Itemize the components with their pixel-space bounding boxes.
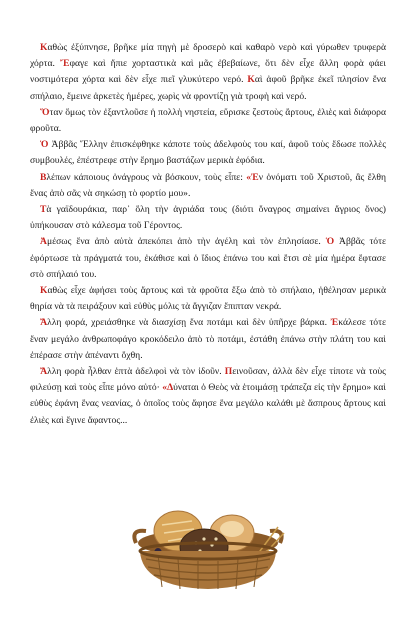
paragraph-text: αὶ ἀφοῦ βρῆκε ἐκεῖ πλησίον ἕνα σπήλαιο, ἔμεινε ἀρκετὲς ἡμέρες, χωρὶς νὰ φροντίζῃ γιὰ τροφὴ καὶ νερό. [30, 74, 386, 102]
paragraph-text: λλη φορὰ ἦλθαν ἑπτὰ ἀδελφοὶ νὰ τὸν ἰδοῦν. [47, 366, 225, 378]
drop-initial: Κ [40, 285, 48, 297]
paragraph-text: ὰ γαϊδουράκια, παρ᾿ ὅλη τὴν ἀγριάδα τους (διότι ὄναγρος σημαίνει ἄγριος ὄνος) ὑπήκουσαν στὸ κάλεσμα τοῦ Γέροντος. [30, 204, 386, 232]
paragraph-4 [30, 170, 386, 202]
paragraph-2 [30, 105, 386, 137]
drop-initial: Τ [40, 204, 47, 216]
paragraph-text: Ἀββᾶς Ἕλλην ἐπισκέφθηκε κάποτε τοὺς ἀδελφοὺς του καί, ἀφοῦ τοὺς ἔδωσε πολλὲς συμβουλές, ἐπέστρεφε στὴν ἔρημο βαστάζων μερικὰ ἐφόδια. [30, 139, 386, 167]
sentence-initial: Ἔ [59, 58, 70, 70]
paragraph-text: φαγε καὶ ἤπιε χορταστικὰ καὶ μᾶς ἐβεβαίωνε, ὅτι δὲν εἶχε ἄλλη φορὰ φάει νοστιμότερα χόρτα καὶ δὲν εἶχε πιεῖ γλυκύτερο νερό. [30, 58, 386, 86]
paragraph-text: ν ὀνόματι τοῦ Χριστοῦ, ἂς ἔλθη ἕνας ἀπὸ σᾶς νὰ σηκώσῃ τὸ φορτίο μου». [30, 171, 386, 199]
drop-initial: Β [40, 171, 47, 183]
paragraph-text: λέπων κάποιους ὀνάγρους νὰ βόσκουν, τοὺς εἶπε: [46, 171, 247, 183]
paragraph-8 [30, 315, 386, 364]
sentence-initial: «Δ [162, 382, 174, 394]
drop-initial: Ἄ [40, 366, 48, 378]
paragraph-text: ύναται ὁ Θεὸς νὰ ἑτοιμάσῃ τράπεζα εἰς τὴν ἔρημο» καὶ εὐθὺς ἐφάνη ἕνας νεανίας, ὁ ὁποῖος τοὺς ἄφησε ἕνα μεγάλο καλάθι μὲ ἄσπρους ἄρτους καὶ ἐλιὲς καὶ ἔγινε ἄφαντος... [30, 382, 386, 426]
drop-initial: Ἀ [40, 236, 47, 248]
paragraph-6 [30, 234, 386, 283]
sentence-initial: «Ἐ [246, 171, 259, 183]
drop-initial: Ὁ [40, 139, 49, 151]
paragraph-9 [30, 364, 386, 429]
body-text [30, 40, 386, 429]
paragraph-text: μέσως ἕνα ἀπὸ αὐτὰ ἀπεκόπει ἀπὸ τὴν ἀγέλη καὶ τὸν ἐπλησίασε. [46, 236, 326, 248]
paragraph-text: λλη φορά, χρειάσθηκε νὰ διασχίσῃ ἕνα ποτάμι καὶ δὲν ὑπῆρχε βάρκα. [47, 317, 331, 329]
bread-roll-top [220, 521, 244, 537]
paragraph-text: ταν ὅμως τὸν ἐξαντλοῦσε ἡ πολλὴ νηστεία, εὕρισκε ζεστοὺς ἄρτους, ἐλιὲς καὶ διάφορα φροῦτα. [30, 106, 386, 135]
paragraph-5 [30, 202, 386, 234]
drop-initial: Ὅ [40, 106, 50, 118]
sentence-initial: Ὁ [325, 236, 335, 248]
bread-basket-icon [128, 503, 288, 593]
paragraph-text: αθὼς εἶχε ἁφήσει τοὺς ἄρτους καὶ τὰ φροῦτα ἔξω ἀπὸ τὸ σπήλαιο, ἠθέλησαν μερικὰ θηρία νὰ τὰ πειράξουν καὶ εὐθὺς μόλις τὰ ἄγγιζαν ἔπιπταν νεκρά. [30, 285, 386, 313]
paragraph-text: εινοῦσαν, ἀλλὰ δὲν εἶχε τίποτε νὰ τοὺς φιλεύσῃ καὶ τοὺς εἶπε μόνο αὐτό· [30, 366, 386, 394]
paragraph-1 [30, 40, 386, 105]
paragraph-text: κάλεσε τότε ἕναν μεγάλο ἀνθρωποφάγο κροκόδειλο ἀπὸ τὸ ποτάμι, ἐστάθη ἐπάνω στὴν πλάτη του καὶ ἐπέρασε στὴν ἀπέναντι ὄχθη. [30, 317, 386, 361]
paragraph-text: Ἀββᾶς τότε ἐφόρτωσε τὰ πράγματά του, ἐκάθισε καὶ ὁ ἴδιος ἐπάνω του καὶ ἔτσι σὲ μία ἡμέρα ἔφτασε στὸ σπήλαιό του. [30, 236, 386, 280]
paragraph-3 [30, 137, 386, 169]
sentence-initial: Π [224, 366, 233, 378]
paragraph-text: αθὼς ἐξύπνησε, βρῆκε μία πηγὴ μὲ δροσερὸ καὶ καθαρὸ νερὸ καὶ γύρωθεν τρυφερὰ χόρτα. [30, 42, 386, 70]
sentence-initial: Κ [247, 74, 255, 86]
paragraph-7 [30, 283, 386, 315]
drop-initial: Κ [40, 42, 48, 53]
drop-initial: Ἄ [40, 317, 48, 329]
sentence-initial: Ἐ [330, 317, 339, 329]
